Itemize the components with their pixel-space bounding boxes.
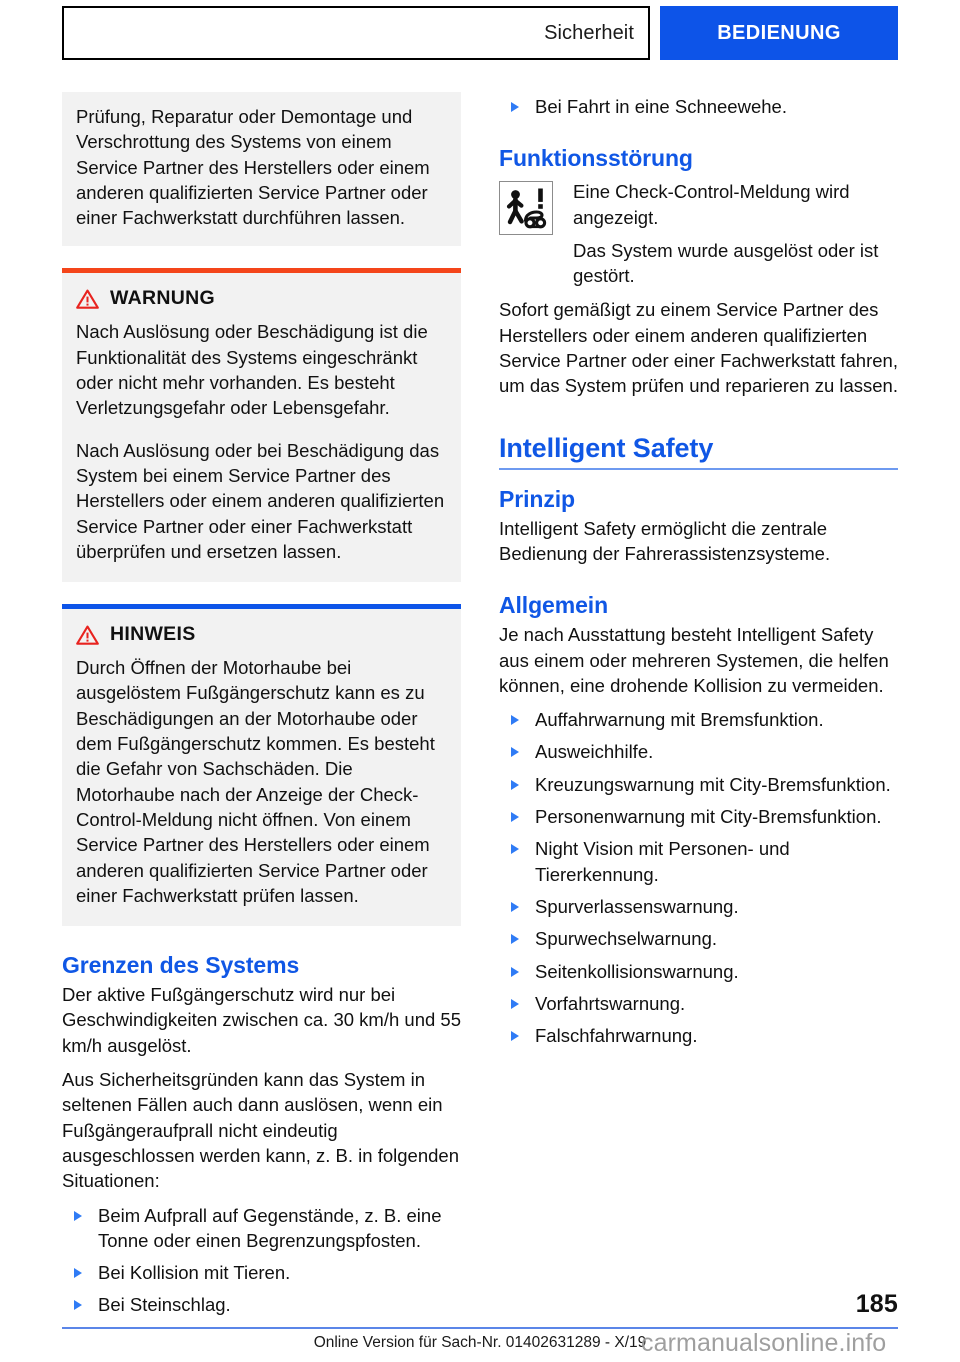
section-title: Sicherheit	[544, 21, 634, 44]
limits-section	[62, 952, 461, 1318]
continued-bullet-list	[499, 94, 898, 119]
content-columns	[62, 92, 898, 1325]
bullet-triangle-icon	[511, 102, 519, 112]
list-item-text: Beim Aufprall auf Gegenstände, z. B. eine Tonne oder einen Begrenzungspfosten.	[98, 1204, 442, 1251]
page-header	[62, 6, 898, 60]
list-item-text: Kreuzungswarnung mit City-Bremsfunktion.	[535, 773, 891, 795]
warning-label: WARNUNG	[110, 287, 216, 310]
malfunction-icon-paragraph	[499, 179, 898, 288]
intelligent-safety-heading: Intelligent Safety	[499, 432, 714, 463]
bullet-triangle-icon	[511, 934, 519, 944]
bullet-triangle-icon	[74, 1300, 82, 1310]
list-item	[62, 1292, 461, 1317]
list-item	[62, 1260, 461, 1285]
hinweis-box	[62, 604, 461, 926]
prinzip-heading: Prinzip	[499, 485, 575, 512]
malfunction-heading: Funktionsstörung	[499, 145, 693, 172]
limits-bullet-list	[62, 1203, 461, 1318]
right-column	[499, 92, 898, 1325]
list-item-text: Spurwechselwarnung.	[535, 928, 718, 950]
list-item	[499, 707, 898, 732]
bullet-triangle-icon	[511, 999, 519, 1009]
pedestrian-protection-warning-icon	[499, 181, 553, 235]
limits-heading: Grenzen des Systems	[62, 952, 300, 979]
bullet-triangle-icon	[511, 902, 519, 912]
list-item-text: Spurverlassenswarnung.	[535, 895, 739, 917]
intro-note-box	[62, 92, 461, 246]
list-item	[499, 894, 898, 919]
page-number: 185	[855, 1290, 898, 1318]
list-item-text: Bei Steinschlag.	[98, 1294, 231, 1316]
left-column	[62, 92, 461, 1325]
pedestrian-protection-warning-glyph	[500, 182, 552, 234]
malfunction-section	[499, 145, 898, 398]
list-item-text: Bei Kollision mit Tieren.	[98, 1262, 291, 1284]
bullet-triangle-icon	[511, 747, 519, 757]
hinweis-label: HINWEIS	[110, 623, 196, 646]
list-item	[499, 1023, 898, 1048]
list-item	[499, 836, 898, 887]
site-watermark: carmanualsonline.info	[641, 1329, 887, 1357]
list-item	[499, 739, 898, 764]
malfunction-paragraph-2: Sofort gemäßigt zu einem Service Partner des Herstellers oder einem anderen qualifizierten Service Partner oder einer Fachwerkstatt fahren, um das System prüfen und reparieren zu lassen.	[499, 299, 898, 397]
list-item-text: Personenwarnung mit City-Bremsfunktion.	[535, 806, 882, 828]
prinzip-paragraph: Intelligent Safety ermöglicht die zentrale Bedienung der Fahrerassistenzsysteme.	[499, 517, 831, 564]
bullet-triangle-icon	[511, 715, 519, 725]
list-item	[499, 804, 898, 829]
warning-paragraph-1: Nach Auslösung oder Beschädigung ist die Funktionalität des Systems eingeschränkt oder nicht mehr vorhanden. Es besteht Verletzungsgefahr oder Lebensgefahr.	[76, 321, 428, 419]
allgemein-section	[499, 592, 898, 1048]
bullet-triangle-icon	[511, 844, 519, 854]
hinweis-paragraph-1: Durch Öffnen der Motorhaube bei ausgelöstem Fußgängerschutz kann es zu Beschädigungen an der Motorhaube oder dem Fußgängerschutz kommen. Es besteht die Gefahr von Sachschäden. Die Motorhaube nach der Anzeige der Check-Control-Meldung nicht öffnen. Von einem Service Partner des Herstellers oder einem anderen qualifizierten Service Partner oder einer Fachwerkstatt prüfen lassen.	[76, 657, 435, 906]
malfunction-paragraph-1: Das System wurde ausgelöst oder ist gestört.	[573, 239, 879, 287]
list-item	[499, 926, 898, 951]
list-item	[499, 772, 898, 797]
list-item-text: Vorfahrtswarnung.	[535, 992, 686, 1014]
warning-box	[62, 268, 461, 582]
bullet-triangle-icon	[74, 1211, 82, 1221]
allgemein-heading: Allgemein	[499, 592, 609, 619]
limits-paragraph-1: Der aktive Fußgängerschutz wird nur bei Geschwindigkeiten zwischen ca. 30 km/h und 55 km/h ausgelöst.	[62, 984, 461, 1056]
list-item-text: Night Vision mit Personen- und Tiererkennung.	[535, 838, 790, 885]
list-item-text: Bei Fahrt in eine Schneewehe.	[535, 96, 787, 117]
list-item-text: Auffahrwarnung mit Bremsfunktion.	[535, 709, 824, 731]
bullet-triangle-icon	[511, 967, 519, 977]
hinweis-heading	[76, 623, 447, 646]
list-item	[499, 991, 898, 1016]
allgemein-bullet-list	[499, 707, 898, 1048]
list-item	[499, 959, 898, 984]
bullet-triangle-icon	[511, 812, 519, 822]
list-item	[62, 1203, 461, 1254]
chapter-title: BEDIENUNG	[717, 21, 841, 44]
warning-triangle-icon	[76, 289, 99, 309]
warning-paragraph-2: Nach Auslösung oder bei Beschädigung das System bei einem Service Partner des Herstellers oder einem anderen qualifizierten Service Partner oder einer Fachwerkstatt überprüfen und ersetzen lassen.	[76, 439, 445, 562]
intro-paragraph: Prüfung, Reparatur oder Demontage und Verschrottung des Systems von einem Service Partner des Herstellers oder einem anderen qualifizierten Service Partner oder einer Fachwerkstatt durchführen lassen.	[76, 106, 430, 229]
section-title-box	[62, 6, 650, 60]
bullet-triangle-icon	[511, 780, 519, 790]
chapter-title-box	[660, 6, 898, 60]
list-item	[499, 94, 898, 119]
online-version-note: Online Version für Sach-Nr. 01402631289 - X/19	[313, 1334, 647, 1351]
bullet-triangle-icon	[511, 1031, 519, 1041]
malfunction-icon-text: Eine Check-Control-Meldung wird angezeigt.	[573, 181, 850, 228]
bullet-triangle-icon	[74, 1268, 82, 1278]
limits-paragraph-2: Aus Sicherheitsgründen kann das System in seltenen Fällen auch dann auslösen, wenn ein Fußgängeraufprall nicht eindeutig ausgeschlossen werden kann, z. B. in folgenden Situationen:	[62, 1069, 459, 1192]
warning-heading	[76, 287, 447, 310]
warning-triangle-icon	[76, 625, 99, 645]
list-item-text: Ausweichhilfe.	[535, 741, 654, 763]
list-item-text: Seitenkollisionswarnung.	[535, 960, 739, 982]
intelligent-safety-section	[499, 433, 898, 1049]
list-item-text: Falschfahrwarnung.	[535, 1025, 698, 1047]
allgemein-paragraph: Je nach Ausstattung besteht Intelligent Safety aus einem oder mehreren Systemen, die helfen können, eine drohende Kollision zu vermeiden.	[499, 624, 889, 696]
heading-rule	[499, 468, 898, 470]
